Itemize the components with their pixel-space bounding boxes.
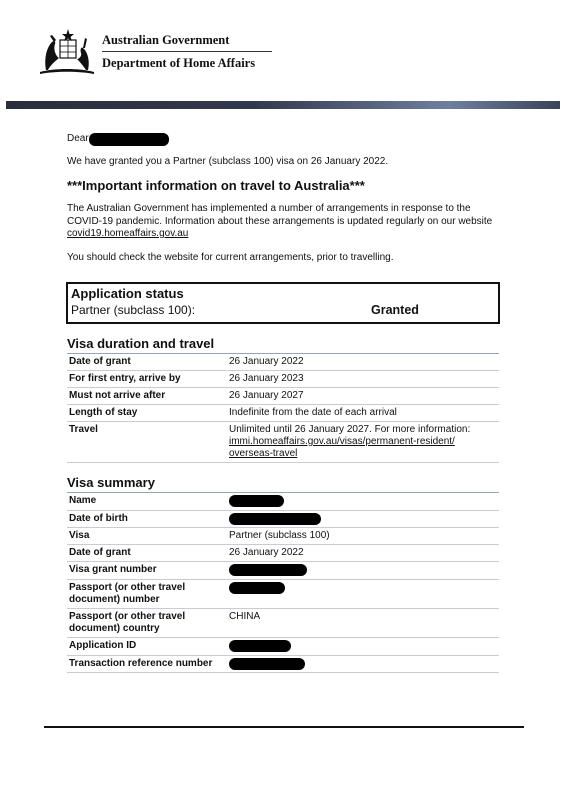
section-title: Visa summary bbox=[67, 475, 499, 493]
table-row: Length of stay Indefinite from the date of each arrival bbox=[67, 405, 499, 422]
important-heading: ***Important information on travel to Australia*** bbox=[67, 177, 365, 193]
covid-link[interactable]: covid19.homeaffairs.gov.au bbox=[67, 228, 189, 239]
table-row: Date of grant 26 January 2022 bbox=[67, 545, 499, 562]
table-row: Date of grant 26 January 2022 bbox=[67, 354, 499, 371]
covid-paragraph: The Australian Government has implemented a number of arrangements in response to the COVID-19 pandemic. Information about these arrangements is updated regularly on our website covid19.homeaffairs.gov.au bbox=[67, 203, 493, 239]
travel-info-link[interactable]: immi.homeaffairs.gov.au/visas/permanent-resident/ overseas-travel bbox=[229, 436, 455, 459]
grant-statement: We have granted you a Partner (subclass 100) visa on 26 January 2022. bbox=[67, 156, 389, 167]
salutation: Dear bbox=[67, 133, 507, 146]
status-value: Granted bbox=[371, 303, 419, 317]
application-status-box bbox=[66, 282, 500, 324]
table-row: Date of birth bbox=[67, 510, 499, 528]
check-website-text: You should check the website for current arrangements, prior to travelling. bbox=[67, 251, 394, 263]
redacted-value bbox=[229, 658, 305, 670]
table-row: For first entry, arrive by 26 January 2023 bbox=[67, 371, 499, 388]
visa-summary-section bbox=[67, 475, 499, 673]
table-row: Name bbox=[67, 493, 499, 510]
table-row: Must not arrive after 26 January 2027 bbox=[67, 388, 499, 405]
section-title: Visa duration and travel bbox=[67, 336, 499, 354]
table-row: Passport (or other travel document) number bbox=[67, 579, 499, 608]
letter-body bbox=[67, 133, 507, 264]
coat-of-arms-icon bbox=[36, 26, 98, 78]
department-name: Department of Home Affairs bbox=[102, 56, 256, 70]
letterhead bbox=[36, 26, 272, 78]
redacted-value bbox=[229, 640, 291, 652]
status-label: Partner (subclass 100): bbox=[71, 303, 196, 317]
table-row: Travel Unlimited until 26 January 2027. For more information: immi.homeaffairs.gov.au/visas/permanent-resident/ overseas-travel bbox=[67, 422, 499, 463]
status-title: Application status bbox=[71, 286, 184, 301]
table-row: Passport (or other travel document) country CHINA bbox=[67, 608, 499, 637]
redacted-value bbox=[229, 582, 285, 594]
table-row: Visa grant number bbox=[67, 562, 499, 580]
duration-table bbox=[67, 354, 499, 463]
summary-table bbox=[67, 493, 499, 673]
table-row: Visa Partner (subclass 100) bbox=[67, 528, 499, 545]
header-divider-bar bbox=[6, 101, 560, 109]
government-name: Australian Government bbox=[102, 33, 272, 52]
redacted-value bbox=[229, 495, 284, 507]
redacted-value bbox=[229, 513, 321, 525]
table-row: Application ID bbox=[67, 637, 499, 655]
footer-divider bbox=[44, 726, 524, 728]
visa-duration-section bbox=[67, 336, 499, 463]
redacted-value bbox=[229, 564, 307, 576]
redacted-name bbox=[89, 133, 169, 146]
table-row: Transaction reference number bbox=[67, 655, 499, 673]
